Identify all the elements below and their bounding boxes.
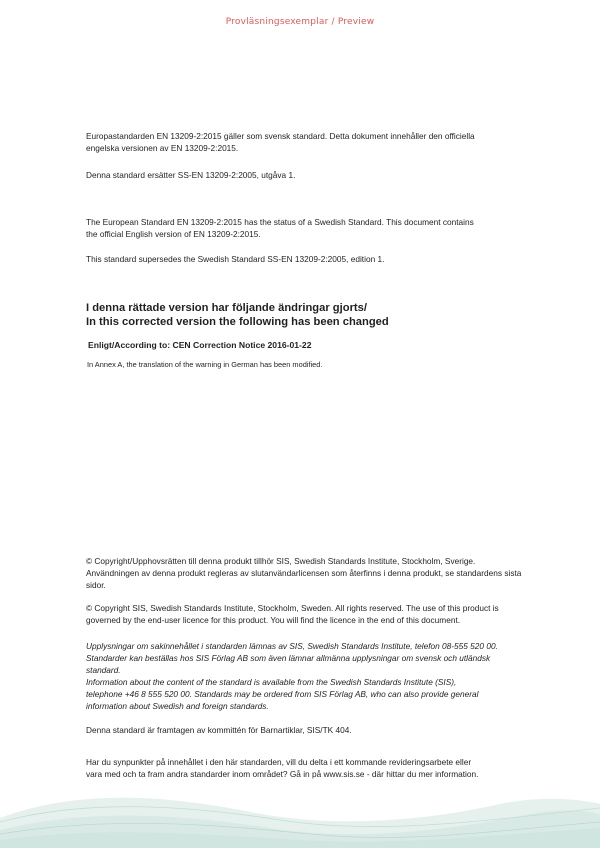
copyright-sv-text xyxy=(86,555,526,591)
copyright-en-text xyxy=(86,602,526,626)
correction-heading-sv: I denna rättade version har följande ändringar gjorts/ xyxy=(86,302,367,314)
info-en-text xyxy=(86,676,526,712)
copyright-en-line-2: governed by the end-user licence for this product. You will find the licence in the end of this document. xyxy=(86,615,461,625)
sv-status-line-1: Europastandarden EN 13209-2:2015 gäller som svensk standard. Detta dokument innehåller den officiella xyxy=(86,131,475,141)
info-en-line-3: information about Swedish and foreign standards. xyxy=(86,701,269,711)
committee-text: Denna standard är framtagen av kommittén för Barnartiklar, SIS/TK 404. xyxy=(86,725,352,735)
copyright-sv-line-1: © Copyright/Upphovsrätten till denna produkt tillhör SIS, Swedish Standards Institute, Stockholm, Sverige. xyxy=(86,556,476,566)
en-status-line-1: The European Standard EN 13209-2:2015 has the status of a Swedish Standard. This document contains xyxy=(86,217,474,227)
copyright-en-line-1: © Copyright SIS, Swedish Standards Institute, Stockholm, Sweden. All rights reserved. The use of this product is xyxy=(86,603,499,613)
en-status-text xyxy=(86,216,526,240)
sv-status-line-2: engelska versionen av EN 13209-2:2015. xyxy=(86,143,239,153)
sv-supersedes-text: Denna standard ersätter SS-EN 13209-2:2005, utgåva 1. xyxy=(86,170,296,180)
en-supersedes-text: This standard supersedes the Swedish Standard SS-EN 13209-2:2005, edition 1. xyxy=(86,254,385,264)
info-sv-line-2: Standarder kan beställas hos SIS Förlag AB som även lämnar allmänna upplysningar om svensk och utländsk standard. xyxy=(86,653,491,675)
feedback-text xyxy=(86,756,526,780)
feedback-line-2: vara med och ta fram andra standarder inom området? Gå in på www.sis.se - där hittar du mer information. xyxy=(86,769,479,779)
copyright-sv-line-2: Användningen av denna produkt regleras av slutanvändarlicensen som återfinns i denna produkt, se standardens sista xyxy=(86,568,522,578)
info-en-line-1: Information about the content of the standard is available from the Swedish Standards Institute (SIS), xyxy=(86,677,457,687)
preview-watermark: Provläsningsexemplar / Preview xyxy=(225,17,375,27)
feedback-line-1: Har du synpunkter på innehållet i den här standarden, vill du delta i ett kommande revideringsarbete eller xyxy=(86,757,472,767)
correction-heading-en: In this corrected version the following has been changed xyxy=(86,316,389,328)
copyright-sv-line-3: sidor. xyxy=(86,580,106,590)
info-sv-text xyxy=(86,640,526,676)
decorative-wave-footer xyxy=(0,778,600,848)
correction-heading xyxy=(86,301,546,329)
en-status-line-2: the official English version of EN 13209-2:2015. xyxy=(86,229,261,239)
info-sv-line-1: Upplysningar om sakinnehållet i standarden lämnas av SIS, Swedish Standards Institute, telefon 08-555 520 00. xyxy=(86,641,498,651)
correction-note: In Annex A, the translation of the warning in German has been modified. xyxy=(87,360,323,369)
info-en-line-2: telephone +46 8 555 520 00. Standards may be ordered from SIS Förlag AB, who can also provide general xyxy=(86,689,479,699)
sv-status-text xyxy=(86,130,526,154)
correction-notice-reference: Enligt/According to: CEN Correction Notice 2016-01-22 xyxy=(88,340,312,350)
